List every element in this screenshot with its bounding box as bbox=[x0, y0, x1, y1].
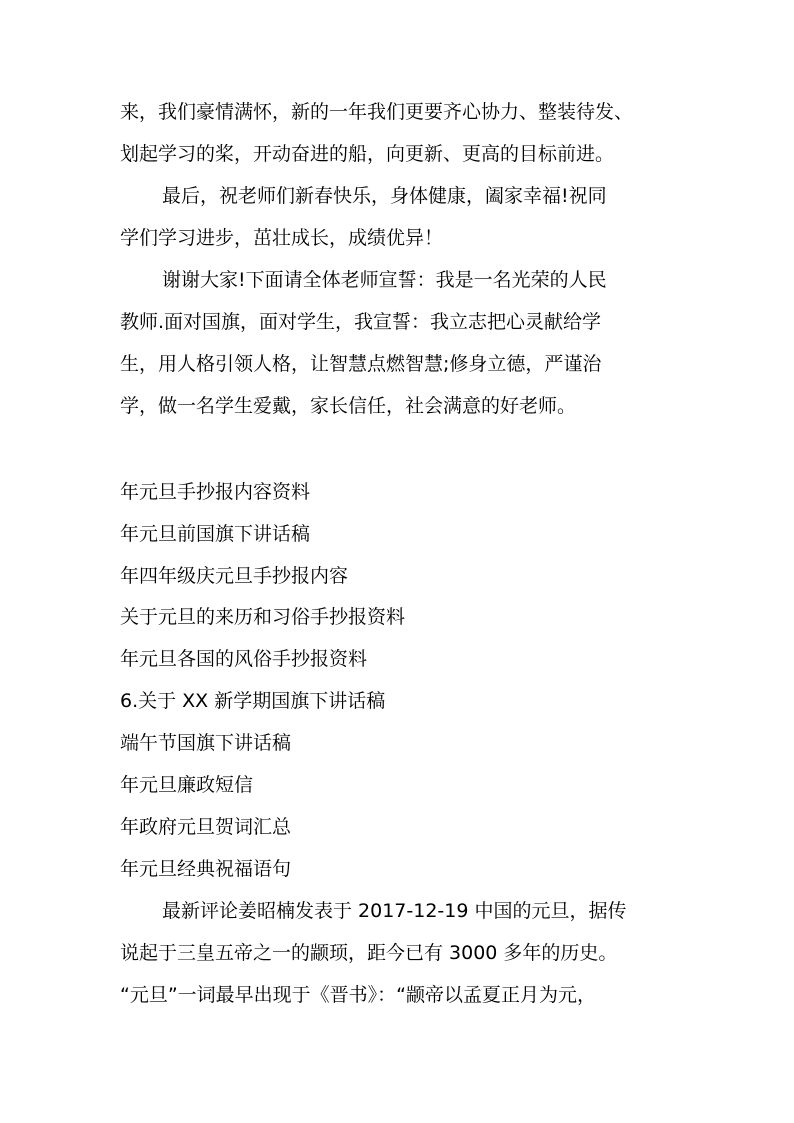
related-link[interactable]: 关于元旦的来历和习俗手抄报资料 bbox=[120, 606, 406, 628]
related-link[interactable]: 年元旦前国旗下讲话稿 bbox=[120, 523, 311, 545]
paragraph-line: 学们学习进步，茁壮成长，成绩优异！ bbox=[120, 227, 444, 249]
related-link[interactable]: 年四年级庆元旦手抄报内容 bbox=[120, 565, 349, 587]
related-link[interactable]: 年元旦手抄报内容资料 bbox=[120, 481, 311, 503]
paragraph-line: 划起学习的桨，开动奋进的船，向更新、更高的目标前进。 bbox=[120, 143, 615, 165]
paragraph-line: 谢谢大家!下面请全体老师宣誓：我是一名光荣的人民 bbox=[162, 269, 607, 291]
paragraph-line: 来，我们豪情满怀，新的一年我们更要齐心协力、整装待发、 bbox=[120, 101, 634, 123]
related-link[interactable]: 6.关于 XX 新学期国旗下讲话稿 bbox=[120, 690, 386, 712]
paragraph-line: 学，做一名学生爱戴，家长信任，社会满意的好老师。 bbox=[120, 395, 577, 417]
paragraph-line: 教师.面对国旗，面对学生，我宣誓：我立志把心灵献给学 bbox=[120, 311, 602, 333]
comment-line: 最新评论姜昭楠发表于 2017-12-19 中国的元旦，据传 bbox=[162, 900, 627, 922]
related-link[interactable]: 端午节国旗下讲话稿 bbox=[120, 732, 292, 754]
paragraph-line: 生，用人格引领人格，让智慧点燃智慧;修身立德，严谨治 bbox=[120, 353, 602, 375]
related-link[interactable]: 年元旦经典祝福语句 bbox=[120, 858, 292, 880]
related-link[interactable]: 年政府元旦贺词汇总 bbox=[120, 816, 292, 838]
comment-line: 说起于三皇五帝之一的颛顼，距今已有 3000 多年的历史。 bbox=[120, 942, 618, 964]
comment-line: “元旦”一词最早出现于《晋书》：“颛帝以孟夏正月为元， bbox=[120, 984, 597, 1006]
related-link[interactable]: 年元旦廉政短信 bbox=[120, 774, 254, 796]
paragraph-line: 最后，祝老师们新春快乐，身体健康，阖家幸福!祝同 bbox=[162, 185, 607, 207]
related-link[interactable]: 年元旦各国的风俗手抄报资料 bbox=[120, 648, 368, 670]
